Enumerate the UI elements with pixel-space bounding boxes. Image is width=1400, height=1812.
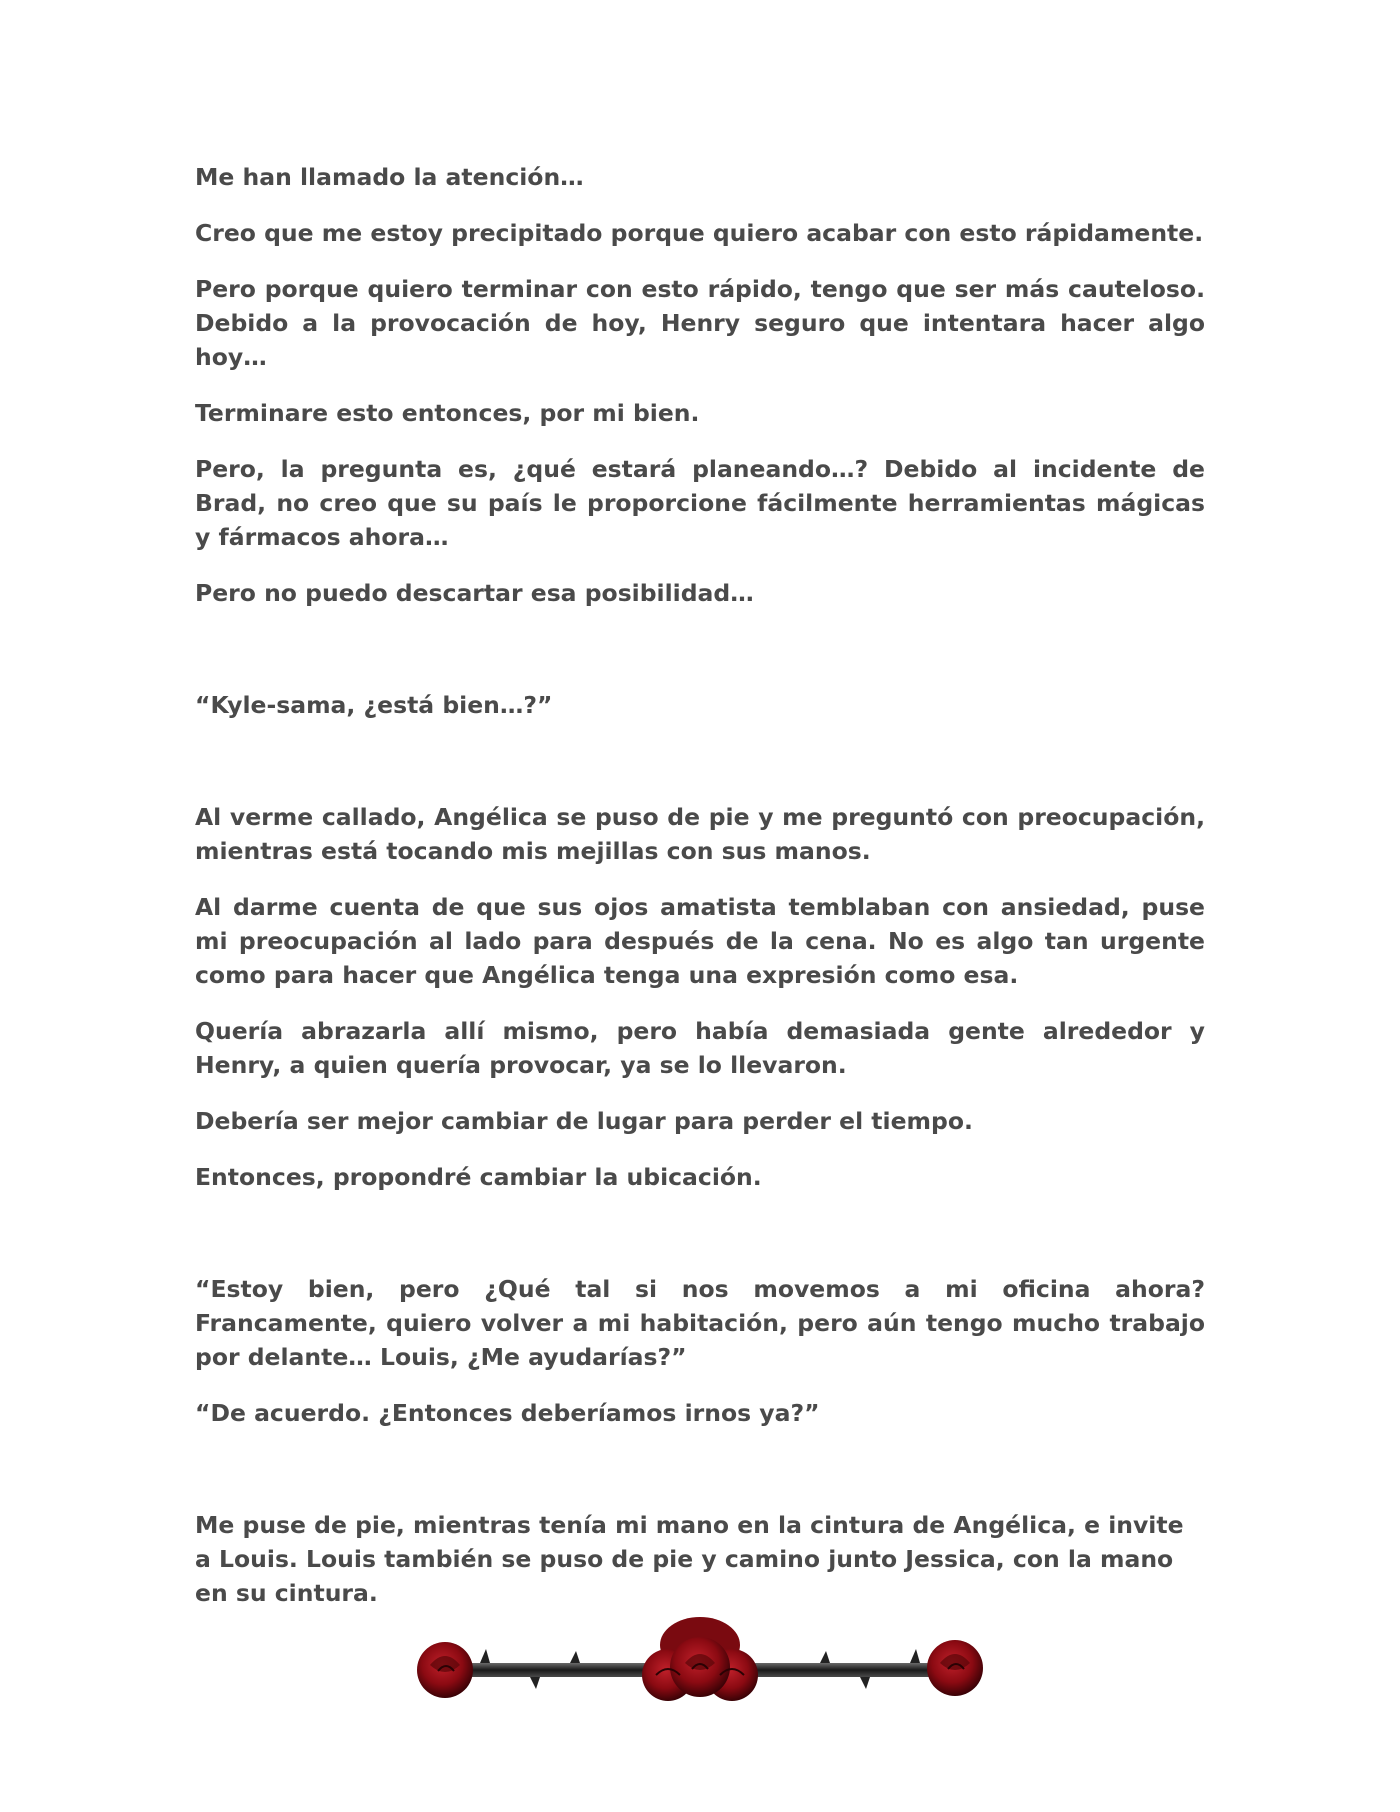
paragraph: Entonces, propondré cambiar la ubicación. [195, 1163, 762, 1191]
rose-cluster-center [642, 1617, 758, 1701]
paragraph: Quería abrazarla allí mismo, pero había demasiada gente alrededor y Henry, a quien quería provocar, ya se lo llevaron. [195, 1017, 1205, 1079]
rose-divider-icon [400, 1605, 1000, 1725]
rose-right [927, 1640, 983, 1696]
paragraph: Creo que me estoy precipitado porque quiero acabar con esto rápidamente. [195, 219, 1204, 247]
paragraph: Pero no puedo descartar esa posibilidad… [195, 579, 754, 607]
dialogue-line: “Estoy bien, pero ¿Qué tal si nos movemos a mi oficina ahora? Francamente, quiero volver a mi habitación, pero aún tengo mucho trabajo por delante… Louis, ¿Me ayudarías?” [195, 1275, 1205, 1371]
spacer [195, 1452, 1205, 1508]
dialogue-line: “Kyle-sama, ¿está bien…?” [195, 691, 553, 719]
spacer [195, 1216, 1205, 1272]
paragraph: Pero, la pregunta es, ¿qué estará planeando…? Debido al incidente de Brad, no creo que su país le proporcione fácilmente herramientas mágicas y fármacos ahora… [195, 455, 1205, 551]
paragraph: Al verme callado, Angélica se puso de pie y me preguntó con preocupación, mientras está tocando mis mejillas con sus manos. [195, 803, 1205, 865]
spacer [195, 744, 1205, 800]
spacer [195, 632, 1205, 688]
paragraph: Pero porque quiero terminar con esto rápido, tengo que ser más cauteloso. Debido a la provocación de hoy, Henry seguro que intentara hacer algo hoy… [195, 275, 1205, 371]
document-body [195, 160, 1205, 1632]
dialogue-line: “De acuerdo. ¿Entonces deberíamos irnos ya?” [195, 1399, 820, 1427]
paragraph: Debería ser mejor cambiar de lugar para perder el tiempo. [195, 1107, 973, 1135]
paragraph: Me puse de pie, mientras tenía mi mano en la cintura de Angélica, e invite a Louis. Louis también se puso de pie y camino junto Jessica, con la mano en su cintura. [195, 1511, 1184, 1607]
paragraph: Me han llamado la atención… [195, 163, 584, 191]
rose-left [417, 1642, 473, 1698]
paragraph: Terminare esto entonces, por mi bien. [195, 399, 700, 427]
paragraph: Al darme cuenta de que sus ojos amatista temblaban con ansiedad, puse mi preocupación al lado para después de la cena. No es algo tan urgente como para hacer que Angélica tenga una expresión como esa. [195, 893, 1205, 989]
